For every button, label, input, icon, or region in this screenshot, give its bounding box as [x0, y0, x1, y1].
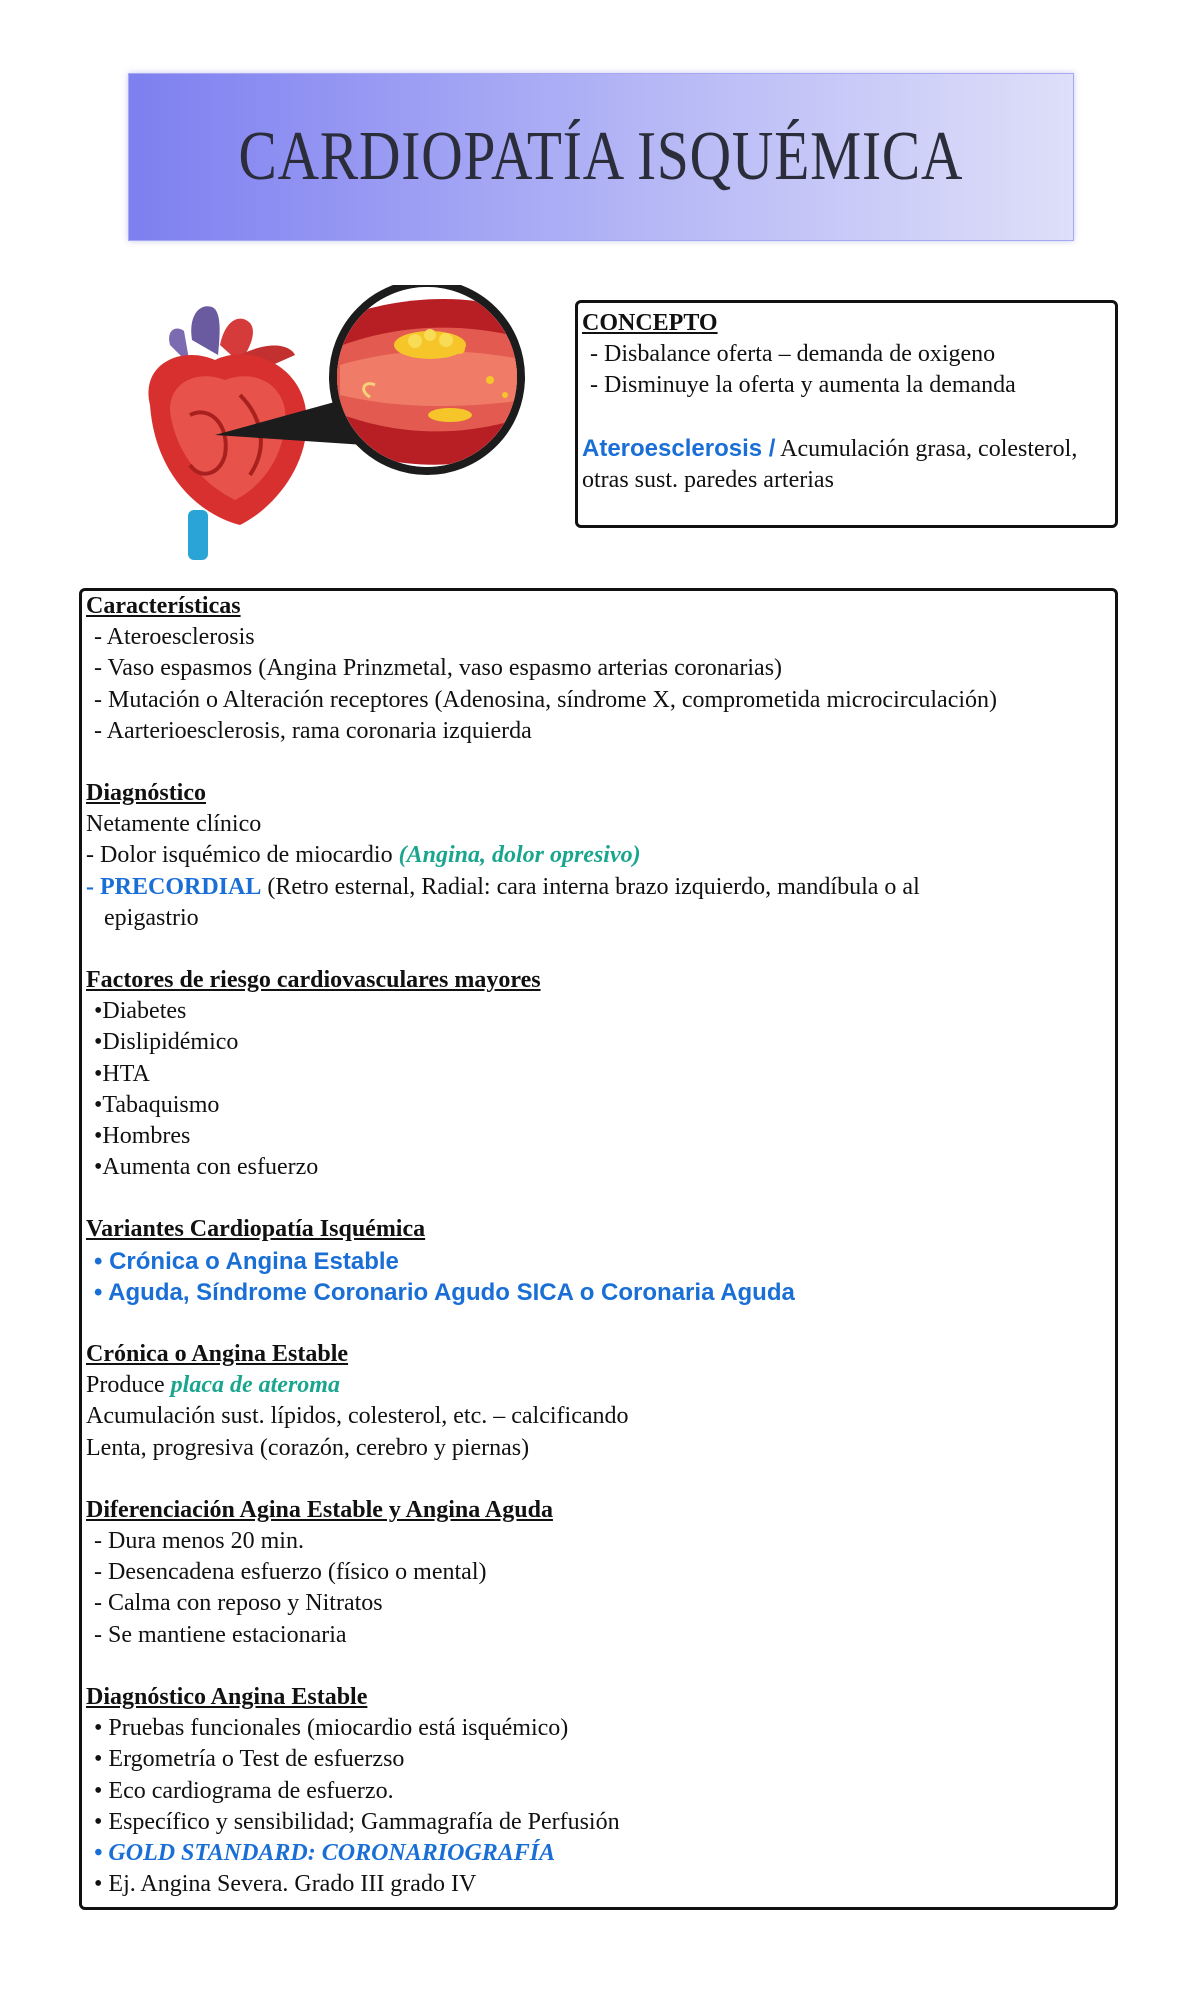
list-item: - Mutación o Alteración receptores (Adenosina, síndrome X, comprometida microcirculación) — [94, 686, 998, 713]
list-item: - Se mantiene estacionaria — [94, 1621, 347, 1648]
page-title: CARDIOPATÍA ISQUÉMICA — [238, 118, 964, 195]
atherosclerosis-label: Ateroesclerosis / — [582, 434, 776, 462]
gold-standard: • GOLD STANDARD: CORONARIOGRAFÍA — [94, 1839, 556, 1866]
list-item: • Crónica o Angina Estable — [94, 1247, 399, 1275]
diagnostico-line3 — [86, 872, 1115, 903]
list-item: • Ej. Angina Severa. Grado III grado IV — [94, 1871, 477, 1898]
atherosclerosis-definition — [582, 433, 1111, 465]
list-item: - Calma con reposo y Nitratos — [94, 1590, 383, 1617]
factores-heading: Factores de riesgo cardiovasculares mayores — [86, 967, 541, 994]
concept-item: - Disbalance oferta – demanda de oxigeno — [590, 341, 996, 368]
list-item: - Ateroesclerosis — [94, 624, 255, 651]
cronica-line1 — [86, 1370, 1115, 1401]
concept-box — [575, 300, 1118, 528]
list-item: • Pruebas funcionales (miocardio está isquémico) — [94, 1715, 569, 1742]
variantes-heading: Variantes Cardiopatía Isquémica — [86, 1216, 426, 1243]
caracteristicas-heading: Características — [86, 593, 241, 619]
list-item: • Específico y sensibilidad; Gammagrafía de Perfusión — [94, 1808, 620, 1835]
list-item: •Dislipidémico — [94, 1029, 239, 1056]
list-item: - Vaso espasmos (Angina Prinzmetal, vaso espasmo arterias coronarias) — [94, 655, 783, 682]
list-item: • Ergometría o Test de esfuerzso — [94, 1746, 405, 1773]
precordial-highlight: PRECORDIAL — [100, 873, 262, 900]
list-item: •Diabetes — [94, 998, 187, 1025]
cronica-line2: Acumulación sust. lípidos, colesterol, etc. – calcificando — [86, 1403, 629, 1430]
main-notes-box — [79, 588, 1118, 1910]
atherosclerosis-text-1: Acumulación grasa, colesterol, — [775, 435, 1078, 462]
diagnostico-line3-text: (Retro esternal, Radial: cara interna brazo izquierdo, mandíbula o al — [261, 873, 920, 900]
angina-highlight: (Angina, dolor opresivo) — [398, 842, 641, 869]
diagnostico-heading: Diagnóstico — [86, 780, 206, 807]
list-item: - Dura menos 20 min. — [94, 1528, 304, 1555]
heart-artery-plaque-icon — [130, 285, 560, 565]
list-item: - Desencadena esfuerzo (físico o mental) — [94, 1559, 487, 1586]
title-banner — [128, 73, 1074, 241]
diagnostico-line2 — [86, 840, 1115, 871]
diag-estable-heading: Diagnóstico Angina Estable — [86, 1683, 368, 1710]
list-item: • Aguda, Síndrome Coronario Agudo SICA o Coronaria Aguda — [94, 1278, 795, 1306]
diagnostico-line1: Netamente clínico — [86, 811, 262, 838]
concept-heading: CONCEPTO — [582, 310, 718, 336]
concept-item: - Disminuye la oferta y aumenta la demanda — [590, 372, 1016, 399]
cronica-heading: Crónica o Angina Estable — [86, 1341, 349, 1368]
diferenciacion-heading: Diferenciación Agina Estable y Angina Aguda — [86, 1496, 553, 1523]
cronica-line3: Lenta, progresiva (corazón, cerebro y piernas) — [86, 1434, 530, 1461]
list-item: •HTA — [94, 1060, 150, 1087]
placa-highlight: placa de ateroma — [170, 1372, 340, 1399]
diagnostico-line4: epigastrio — [104, 904, 199, 931]
list-item: - Aarterioesclerosis, rama coronaria izquierda — [94, 717, 532, 744]
list-item: •Tabaquismo — [94, 1091, 220, 1118]
cronica-line1-prefix: Produce — [86, 1372, 171, 1399]
list-item: •Aumenta con esfuerzo — [94, 1154, 319, 1181]
diagnostico-line2-prefix: - Dolor isquémico de miocardio — [86, 842, 399, 869]
precordial-dash: - — [86, 873, 100, 900]
list-item: • Eco cardiograma de esfuerzo. — [94, 1777, 394, 1804]
list-item: •Hombres — [94, 1123, 191, 1150]
atherosclerosis-text-2: otras sust. paredes arterias — [582, 466, 834, 493]
